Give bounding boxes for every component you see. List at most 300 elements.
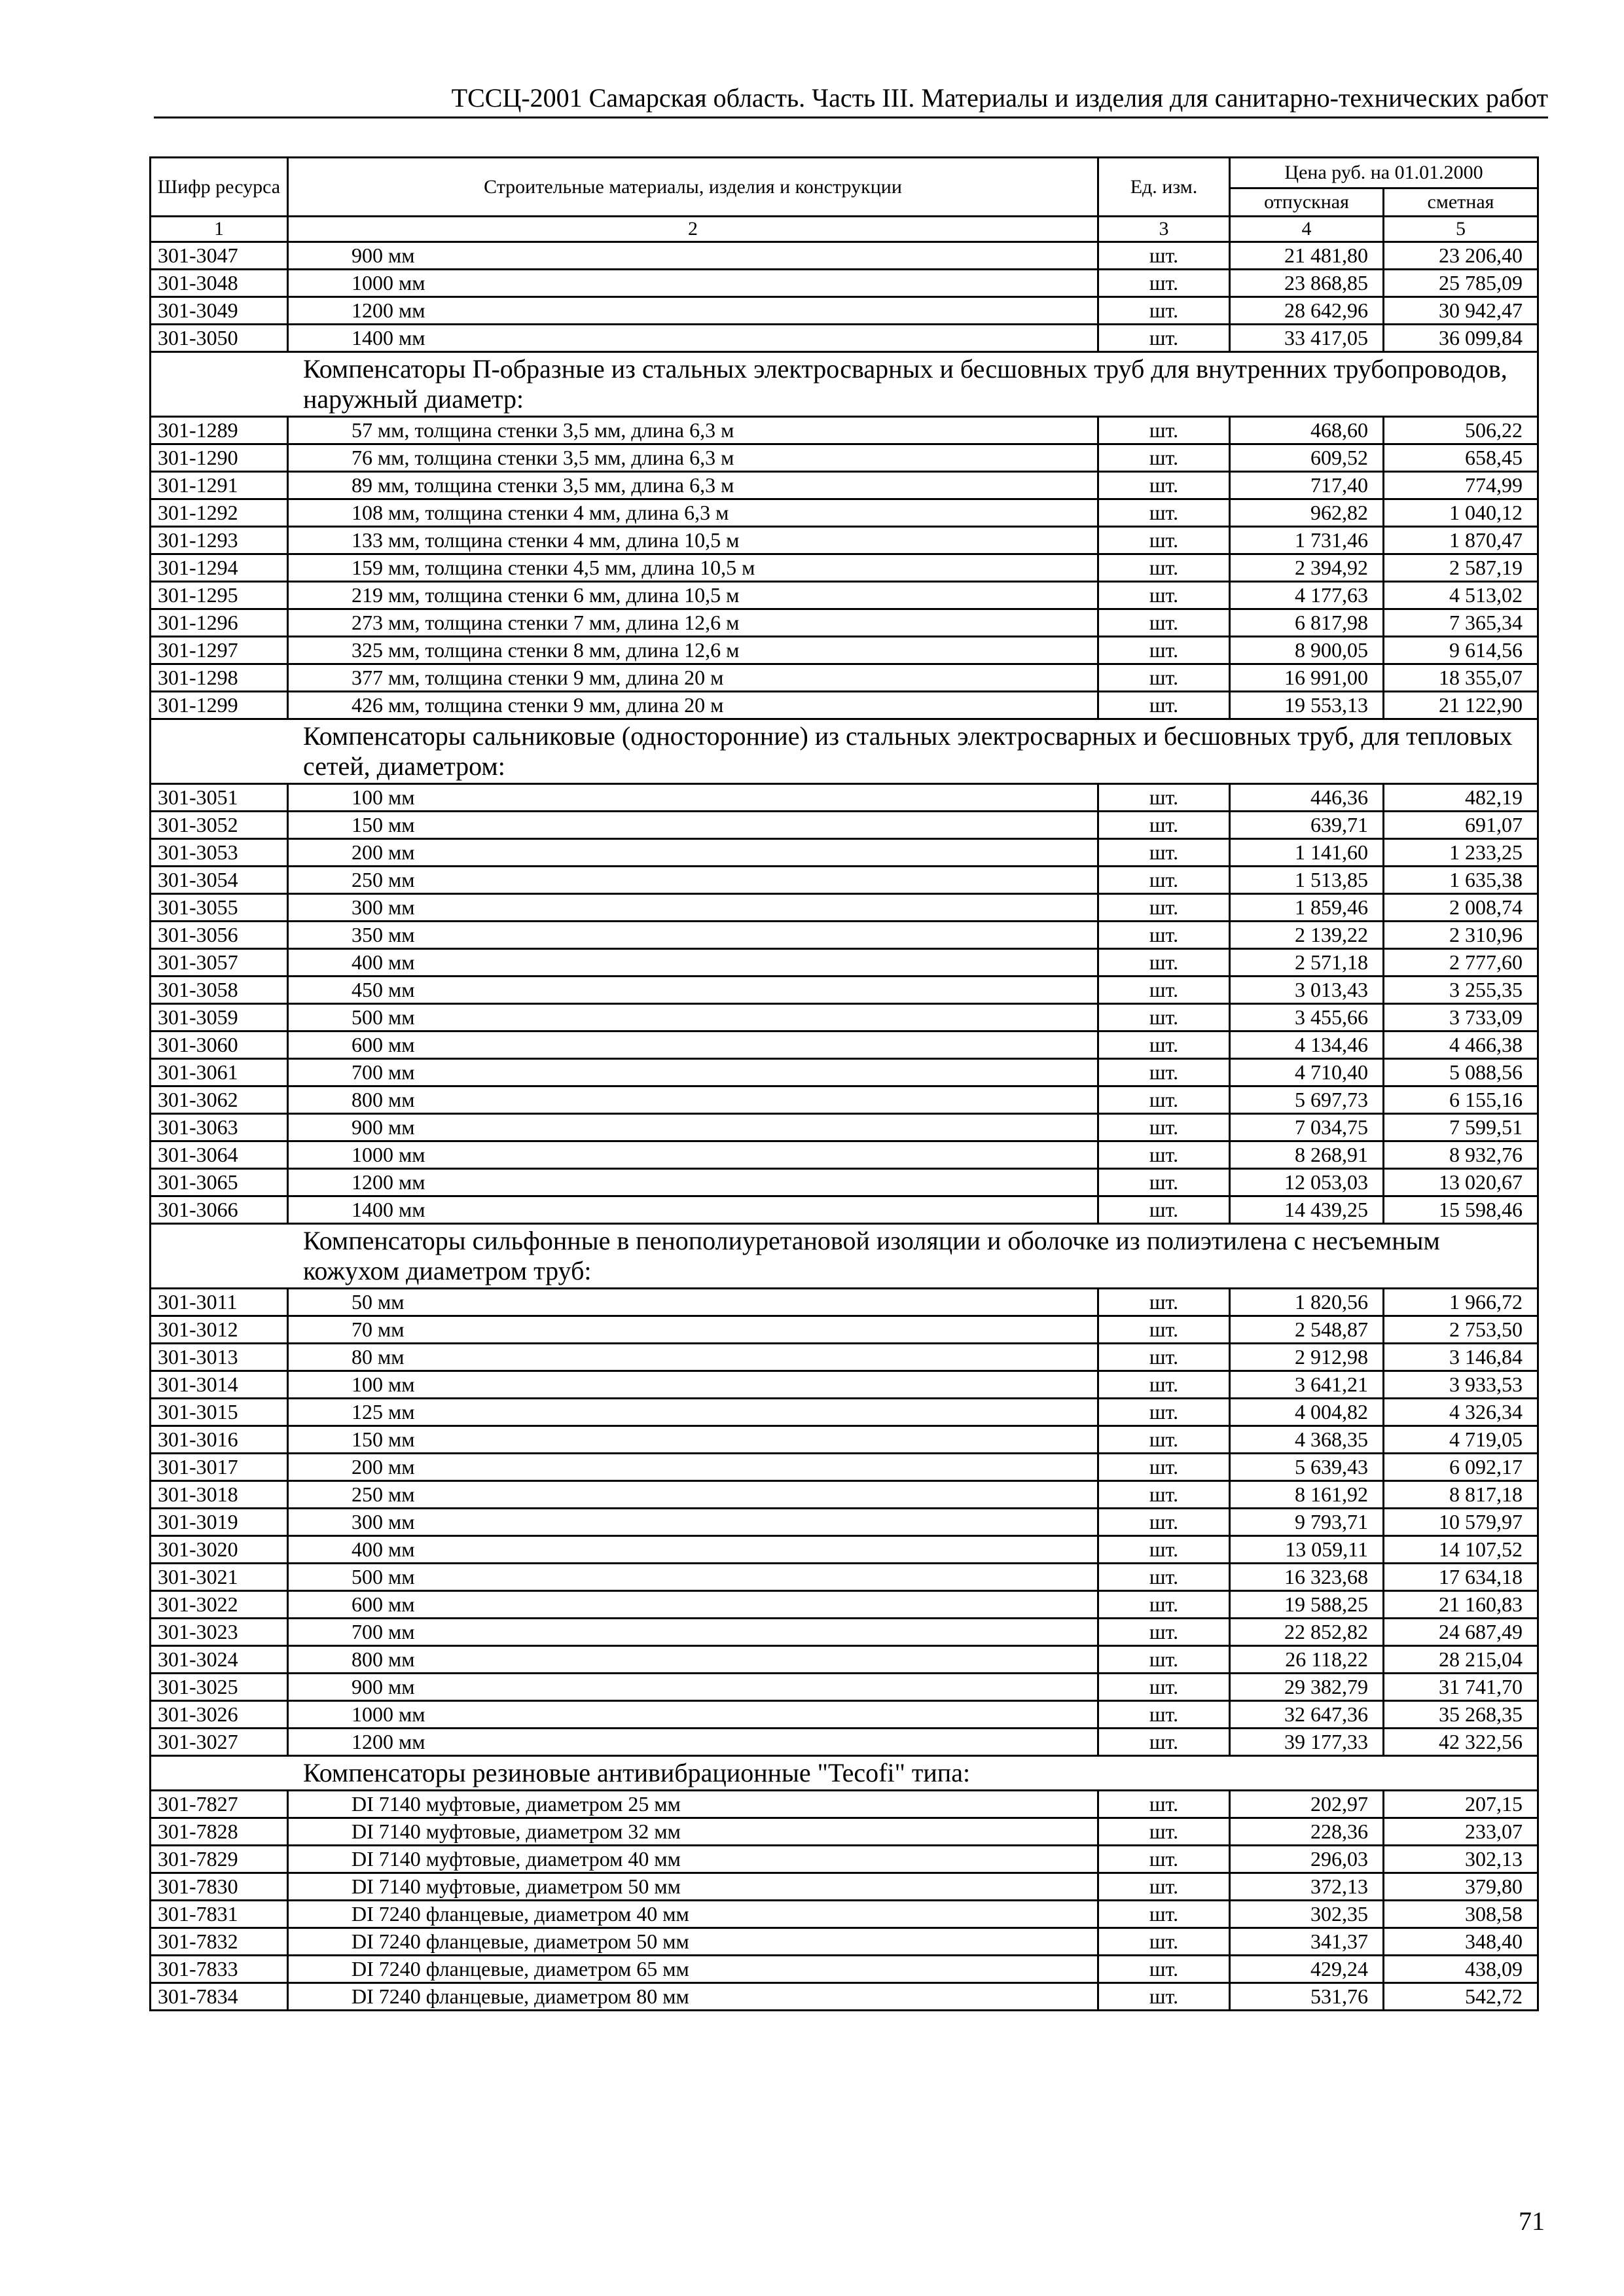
- table-row: [151, 1791, 1538, 1818]
- estimate-price: 15 598,46: [1384, 1196, 1538, 1224]
- unit: шт.: [1098, 1956, 1230, 1983]
- release-price: 1 820,56: [1230, 1289, 1384, 1316]
- estimate-price: 18 355,07: [1384, 664, 1538, 692]
- table-row: [151, 1901, 1538, 1928]
- unit: шт.: [1098, 472, 1230, 499]
- description: DI 7240 фланцевые, диаметром 50 мм: [288, 1928, 1098, 1956]
- table-row: [151, 922, 1538, 949]
- resource-code: 301-3054: [151, 867, 288, 894]
- description: 600 мм: [288, 1591, 1098, 1619]
- estimate-price: 4 326,34: [1384, 1399, 1538, 1426]
- resource-code: 301-1294: [151, 554, 288, 582]
- description: 50 мм: [288, 1289, 1098, 1316]
- unit: шт.: [1098, 1481, 1230, 1509]
- table-row: [151, 1619, 1538, 1646]
- table-row: [151, 839, 1538, 867]
- description: 300 мм: [288, 894, 1098, 922]
- resource-code: 301-3059: [151, 1004, 288, 1031]
- estimate-price: 21 122,90: [1384, 692, 1538, 719]
- release-price: 5 697,73: [1230, 1086, 1384, 1114]
- group-heading: Компенсаторы П-образные из стальных электросварных и бесшовных труб для внутренних трубопроводов, наружный диаметр:: [151, 352, 1538, 417]
- estimate-price: 5 088,56: [1384, 1059, 1538, 1086]
- release-price: 7 034,75: [1230, 1114, 1384, 1141]
- release-price: 6 817,98: [1230, 609, 1384, 637]
- release-price: 531,76: [1230, 1983, 1384, 2011]
- release-price: 4 710,40: [1230, 1059, 1384, 1086]
- unit: шт.: [1098, 1846, 1230, 1873]
- unit: шт.: [1098, 1536, 1230, 1564]
- header-code: Шифр ресурса: [151, 158, 288, 217]
- column-number: 1: [151, 217, 288, 242]
- estimate-price: 9 614,56: [1384, 637, 1538, 664]
- unit: шт.: [1098, 242, 1230, 270]
- release-price: 341,37: [1230, 1928, 1384, 1956]
- release-price: 4 004,82: [1230, 1399, 1384, 1426]
- resource-code: 301-3019: [151, 1509, 288, 1536]
- release-price: 22 852,82: [1230, 1619, 1384, 1646]
- estimate-price: 28 215,04: [1384, 1646, 1538, 1674]
- unit: шт.: [1098, 1059, 1230, 1086]
- resource-code: 301-3026: [151, 1701, 288, 1729]
- description: DI 7140 муфтовые, диаметром 50 мм: [288, 1873, 1098, 1901]
- release-price: 13 059,11: [1230, 1536, 1384, 1564]
- unit: шт.: [1098, 1791, 1230, 1818]
- description: 250 мм: [288, 867, 1098, 894]
- unit: шт.: [1098, 1873, 1230, 1901]
- unit: шт.: [1098, 1928, 1230, 1956]
- description: 1000 мм: [288, 1701, 1098, 1729]
- header-unit: Ед. изм.: [1098, 158, 1230, 217]
- estimate-price: 308,58: [1384, 1901, 1538, 1928]
- estimate-price: 438,09: [1384, 1956, 1538, 1983]
- estimate-price: 207,15: [1384, 1791, 1538, 1818]
- resource-code: 301-3049: [151, 297, 288, 325]
- estimate-price: 36 099,84: [1384, 325, 1538, 352]
- table-row: [151, 417, 1538, 444]
- description: DI 7140 муфтовые, диаметром 32 мм: [288, 1818, 1098, 1846]
- release-price: 29 382,79: [1230, 1674, 1384, 1701]
- release-price: 2 571,18: [1230, 949, 1384, 977]
- unit: шт.: [1098, 637, 1230, 664]
- description: 200 мм: [288, 1454, 1098, 1481]
- unit: шт.: [1098, 609, 1230, 637]
- release-price: 717,40: [1230, 472, 1384, 499]
- table-row: [151, 1114, 1538, 1141]
- unit: шт.: [1098, 1086, 1230, 1114]
- resource-code: 301-3065: [151, 1169, 288, 1196]
- table-row: [151, 1344, 1538, 1371]
- description: 900 мм: [288, 1674, 1098, 1701]
- estimate-price: 1 635,38: [1384, 867, 1538, 894]
- estimate-price: 506,22: [1384, 417, 1538, 444]
- resource-code: 301-7831: [151, 1901, 288, 1928]
- unit: шт.: [1098, 1196, 1230, 1224]
- group-heading-row: [151, 1756, 1538, 1791]
- estimate-price: 7 599,51: [1384, 1114, 1538, 1141]
- estimate-price: 1 870,47: [1384, 527, 1538, 554]
- unit: шт.: [1098, 1169, 1230, 1196]
- description: 80 мм: [288, 1344, 1098, 1371]
- release-price: 33 417,05: [1230, 325, 1384, 352]
- estimate-price: 14 107,52: [1384, 1536, 1538, 1564]
- release-price: 1 859,46: [1230, 894, 1384, 922]
- unit: шт.: [1098, 1818, 1230, 1846]
- resource-code: 301-3017: [151, 1454, 288, 1481]
- unit: шт.: [1098, 417, 1230, 444]
- group-heading-row: [151, 1224, 1538, 1289]
- release-price: 3 013,43: [1230, 977, 1384, 1004]
- release-price: 302,35: [1230, 1901, 1384, 1928]
- description: DI 7240 фланцевые, диаметром 80 мм: [288, 1983, 1098, 2011]
- release-price: 26 118,22: [1230, 1646, 1384, 1674]
- unit: шт.: [1098, 527, 1230, 554]
- resource-code: 301-7830: [151, 1873, 288, 1901]
- table-row: [151, 1004, 1538, 1031]
- resource-code: 301-3063: [151, 1114, 288, 1141]
- estimate-price: 302,13: [1384, 1846, 1538, 1873]
- table-row: [151, 1956, 1538, 1983]
- table-row: [151, 664, 1538, 692]
- unit: шт.: [1098, 1426, 1230, 1454]
- unit: шт.: [1098, 812, 1230, 839]
- running-head: ТССЦ-2001 Самарская область. Часть III. Материалы и изделия для санитарно-технических работ: [451, 83, 1548, 113]
- description: 250 мм: [288, 1481, 1098, 1509]
- resource-code: 301-3050: [151, 325, 288, 352]
- release-price: 1 513,85: [1230, 867, 1384, 894]
- table-row: [151, 527, 1538, 554]
- table-row: [151, 1591, 1538, 1619]
- resource-code: 301-3064: [151, 1141, 288, 1169]
- release-price: 296,03: [1230, 1846, 1384, 1873]
- group-heading: Компенсаторы сальниковые (односторонние) из стальных электросварных и бесшовных труб, для тепловых сетей, диаметром:: [151, 719, 1538, 784]
- table-row: [151, 812, 1538, 839]
- release-price: 372,13: [1230, 1873, 1384, 1901]
- table-row: [151, 949, 1538, 977]
- estimate-price: 24 687,49: [1384, 1619, 1538, 1646]
- column-number: 3: [1098, 217, 1230, 242]
- release-price: 446,36: [1230, 784, 1384, 812]
- description: 500 мм: [288, 1004, 1098, 1031]
- estimate-price: 4 513,02: [1384, 582, 1538, 609]
- unit: шт.: [1098, 1564, 1230, 1591]
- unit: шт.: [1098, 270, 1230, 297]
- table-row: [151, 472, 1538, 499]
- header-rule: [154, 117, 1548, 118]
- resource-code: 301-7829: [151, 1846, 288, 1873]
- release-price: 16 991,00: [1230, 664, 1384, 692]
- description: 133 мм, толщина стенки 4 мм, длина 10,5 м: [288, 527, 1098, 554]
- resource-code: 301-7832: [151, 1928, 288, 1956]
- price-table: [149, 156, 1539, 2011]
- unit: шт.: [1098, 499, 1230, 527]
- release-price: 12 053,03: [1230, 1169, 1384, 1196]
- description: 800 мм: [288, 1646, 1098, 1674]
- resource-code: 301-3057: [151, 949, 288, 977]
- table-row: [151, 1086, 1538, 1114]
- release-price: 609,52: [1230, 444, 1384, 472]
- table-row: [151, 297, 1538, 325]
- unit: шт.: [1098, 1344, 1230, 1371]
- table-row: [151, 1196, 1538, 1224]
- description: 108 мм, толщина стенки 4 мм, длина 6,3 м: [288, 499, 1098, 527]
- estimate-price: 6 155,16: [1384, 1086, 1538, 1114]
- unit: шт.: [1098, 1114, 1230, 1141]
- table-row: [151, 1701, 1538, 1729]
- release-price: 32 647,36: [1230, 1701, 1384, 1729]
- column-number: 5: [1384, 217, 1538, 242]
- release-price: 16 323,68: [1230, 1564, 1384, 1591]
- resource-code: 301-1290: [151, 444, 288, 472]
- estimate-price: 35 268,35: [1384, 1701, 1538, 1729]
- estimate-price: 2 777,60: [1384, 949, 1538, 977]
- resource-code: 301-1289: [151, 417, 288, 444]
- table-row: [151, 1646, 1538, 1674]
- table-row: [151, 1481, 1538, 1509]
- description: 150 мм: [288, 1426, 1098, 1454]
- description: 273 мм, толщина стенки 7 мм, длина 12,6 м: [288, 609, 1098, 637]
- table-row: [151, 1928, 1538, 1956]
- unit: шт.: [1098, 664, 1230, 692]
- table-row: [151, 1536, 1538, 1564]
- release-price: 1 141,60: [1230, 839, 1384, 867]
- estimate-price: 2 753,50: [1384, 1316, 1538, 1344]
- estimate-price: 658,45: [1384, 444, 1538, 472]
- description: 400 мм: [288, 949, 1098, 977]
- description: 150 мм: [288, 812, 1098, 839]
- table-row: [151, 1371, 1538, 1399]
- unit: шт.: [1098, 1701, 1230, 1729]
- unit: шт.: [1098, 922, 1230, 949]
- release-price: 3 455,66: [1230, 1004, 1384, 1031]
- estimate-price: 2 008,74: [1384, 894, 1538, 922]
- table-row: [151, 1454, 1538, 1481]
- estimate-price: 348,40: [1384, 1928, 1538, 1956]
- description: 400 мм: [288, 1536, 1098, 1564]
- estimate-price: 31 741,70: [1384, 1674, 1538, 1701]
- table-row: [151, 444, 1538, 472]
- release-price: 2 548,87: [1230, 1316, 1384, 1344]
- resource-code: 301-3027: [151, 1729, 288, 1756]
- table-row: [151, 1289, 1538, 1316]
- estimate-price: 2 587,19: [1384, 554, 1538, 582]
- group-heading-row: [151, 719, 1538, 784]
- estimate-price: 482,19: [1384, 784, 1538, 812]
- estimate-price: 1 966,72: [1384, 1289, 1538, 1316]
- table-body: [151, 242, 1538, 2011]
- estimate-price: 21 160,83: [1384, 1591, 1538, 1619]
- release-price: 2 139,22: [1230, 922, 1384, 949]
- estimate-price: 13 020,67: [1384, 1169, 1538, 1196]
- description: 700 мм: [288, 1059, 1098, 1086]
- release-price: 1 731,46: [1230, 527, 1384, 554]
- description: 89 мм, толщина стенки 3,5 мм, длина 6,3 м: [288, 472, 1098, 499]
- resource-code: 301-3062: [151, 1086, 288, 1114]
- description: 1200 мм: [288, 297, 1098, 325]
- resource-code: 301-3051: [151, 784, 288, 812]
- estimate-price: 1 040,12: [1384, 499, 1538, 527]
- table-row: [151, 1873, 1538, 1901]
- release-price: 2 912,98: [1230, 1344, 1384, 1371]
- resource-code: 301-1296: [151, 609, 288, 637]
- description: DI 7140 муфтовые, диаметром 25 мм: [288, 1791, 1098, 1818]
- table-row: [151, 609, 1538, 637]
- resource-code: 301-3066: [151, 1196, 288, 1224]
- estimate-price: 30 942,47: [1384, 297, 1538, 325]
- table-row: [151, 894, 1538, 922]
- table-row: [151, 1426, 1538, 1454]
- group-heading: Компенсаторы сильфонные в пенополиуретановой изоляции и оболочке из полиэтилена с несъемным кожухом диаметром труб:: [151, 1224, 1538, 1289]
- release-price: 19 553,13: [1230, 692, 1384, 719]
- table-row: [151, 1509, 1538, 1536]
- description: 1200 мм: [288, 1729, 1098, 1756]
- resource-code: 301-3013: [151, 1344, 288, 1371]
- table-row: [151, 637, 1538, 664]
- release-price: 4 177,63: [1230, 582, 1384, 609]
- release-price: 962,82: [1230, 499, 1384, 527]
- table-row: [151, 582, 1538, 609]
- resource-code: 301-1297: [151, 637, 288, 664]
- unit: шт.: [1098, 1371, 1230, 1399]
- description: 1400 мм: [288, 325, 1098, 352]
- resource-code: 301-3061: [151, 1059, 288, 1086]
- unit: шт.: [1098, 1591, 1230, 1619]
- resource-code: 301-1298: [151, 664, 288, 692]
- description: 1000 мм: [288, 1141, 1098, 1169]
- estimate-price: 8 817,18: [1384, 1481, 1538, 1509]
- table-row: [151, 1169, 1538, 1196]
- estimate-price: 774,99: [1384, 472, 1538, 499]
- estimate-price: 6 092,17: [1384, 1454, 1538, 1481]
- description: 76 мм, толщина стенки 3,5 мм, длина 6,3 м: [288, 444, 1098, 472]
- unit: шт.: [1098, 1454, 1230, 1481]
- unit: шт.: [1098, 1141, 1230, 1169]
- resource-code: 301-3020: [151, 1536, 288, 1564]
- header-description: Строительные материалы, изделия и конструкции: [288, 158, 1098, 217]
- description: 450 мм: [288, 977, 1098, 1004]
- description: DI 7240 фланцевые, диаметром 40 мм: [288, 1901, 1098, 1928]
- table-row: [151, 554, 1538, 582]
- unit: шт.: [1098, 1646, 1230, 1674]
- resource-code: 301-3053: [151, 839, 288, 867]
- description: 70 мм: [288, 1316, 1098, 1344]
- release-price: 39 177,33: [1230, 1729, 1384, 1756]
- resource-code: 301-3024: [151, 1646, 288, 1674]
- estimate-price: 1 233,25: [1384, 839, 1538, 867]
- resource-code: 301-3023: [151, 1619, 288, 1646]
- estimate-price: 23 206,40: [1384, 242, 1538, 270]
- table-row: [151, 270, 1538, 297]
- release-price: 202,97: [1230, 1791, 1384, 1818]
- release-price: 28 642,96: [1230, 297, 1384, 325]
- column-number: 4: [1230, 217, 1384, 242]
- unit: шт.: [1098, 1316, 1230, 1344]
- description: 1200 мм: [288, 1169, 1098, 1196]
- description: 700 мм: [288, 1619, 1098, 1646]
- table-row: [151, 1399, 1538, 1426]
- description: 125 мм: [288, 1399, 1098, 1426]
- release-price: 21 481,80: [1230, 242, 1384, 270]
- estimate-price: 4 719,05: [1384, 1426, 1538, 1454]
- resource-code: 301-3025: [151, 1674, 288, 1701]
- estimate-price: 3 733,09: [1384, 1004, 1538, 1031]
- description: 900 мм: [288, 242, 1098, 270]
- description: 200 мм: [288, 839, 1098, 867]
- resource-code: 301-1293: [151, 527, 288, 554]
- unit: шт.: [1098, 1674, 1230, 1701]
- unit: шт.: [1098, 582, 1230, 609]
- resource-code: 301-7828: [151, 1818, 288, 1846]
- description: 159 мм, толщина стенки 4,5 мм, длина 10,5 м: [288, 554, 1098, 582]
- description: 800 мм: [288, 1086, 1098, 1114]
- description: 100 мм: [288, 784, 1098, 812]
- description: 325 мм, толщина стенки 8 мм, длина 12,6 м: [288, 637, 1098, 664]
- estimate-price: 233,07: [1384, 1818, 1538, 1846]
- resource-code: 301-1299: [151, 692, 288, 719]
- table-row: [151, 784, 1538, 812]
- release-price: 8 900,05: [1230, 637, 1384, 664]
- description: 350 мм: [288, 922, 1098, 949]
- table-row: [151, 1316, 1538, 1344]
- header-release-price: отпускная: [1230, 188, 1384, 217]
- table-row: [151, 1846, 1538, 1873]
- unit: шт.: [1098, 325, 1230, 352]
- release-price: 14 439,25: [1230, 1196, 1384, 1224]
- estimate-price: 10 579,97: [1384, 1509, 1538, 1536]
- unit: шт.: [1098, 949, 1230, 977]
- table-row: [151, 1059, 1538, 1086]
- resource-code: 301-3058: [151, 977, 288, 1004]
- unit: шт.: [1098, 1729, 1230, 1756]
- unit: шт.: [1098, 692, 1230, 719]
- unit: шт.: [1098, 1004, 1230, 1031]
- description: DI 7140 муфтовые, диаметром 40 мм: [288, 1846, 1098, 1873]
- page-number: 71: [1519, 2206, 1545, 2236]
- estimate-price: 17 634,18: [1384, 1564, 1538, 1591]
- resource-code: 301-3056: [151, 922, 288, 949]
- resource-code: 301-3012: [151, 1316, 288, 1344]
- unit: шт.: [1098, 1901, 1230, 1928]
- table-row: [151, 1729, 1538, 1756]
- release-price: 468,60: [1230, 417, 1384, 444]
- table-row: [151, 242, 1538, 270]
- unit: шт.: [1098, 297, 1230, 325]
- resource-code: 301-3015: [151, 1399, 288, 1426]
- release-price: 4 368,35: [1230, 1426, 1384, 1454]
- table-row: [151, 692, 1538, 719]
- resource-code: 301-3022: [151, 1591, 288, 1619]
- table-row: [151, 1141, 1538, 1169]
- description: 600 мм: [288, 1031, 1098, 1059]
- unit: шт.: [1098, 784, 1230, 812]
- unit: шт.: [1098, 1289, 1230, 1316]
- estimate-price: 3 933,53: [1384, 1371, 1538, 1399]
- description: 1000 мм: [288, 270, 1098, 297]
- resource-code: 301-3060: [151, 1031, 288, 1059]
- description: 426 мм, толщина стенки 9 мм, длина 20 м: [288, 692, 1098, 719]
- unit: шт.: [1098, 1509, 1230, 1536]
- column-number: 2: [288, 217, 1098, 242]
- resource-code: 301-7834: [151, 1983, 288, 2011]
- resource-code: 301-3014: [151, 1371, 288, 1399]
- resource-code: 301-1295: [151, 582, 288, 609]
- resource-code: 301-3016: [151, 1426, 288, 1454]
- resource-code: 301-3011: [151, 1289, 288, 1316]
- resource-code: 301-1291: [151, 472, 288, 499]
- resource-code: 301-7827: [151, 1791, 288, 1818]
- estimate-price: 2 310,96: [1384, 922, 1538, 949]
- resource-code: 301-3047: [151, 242, 288, 270]
- table-row: [151, 499, 1538, 527]
